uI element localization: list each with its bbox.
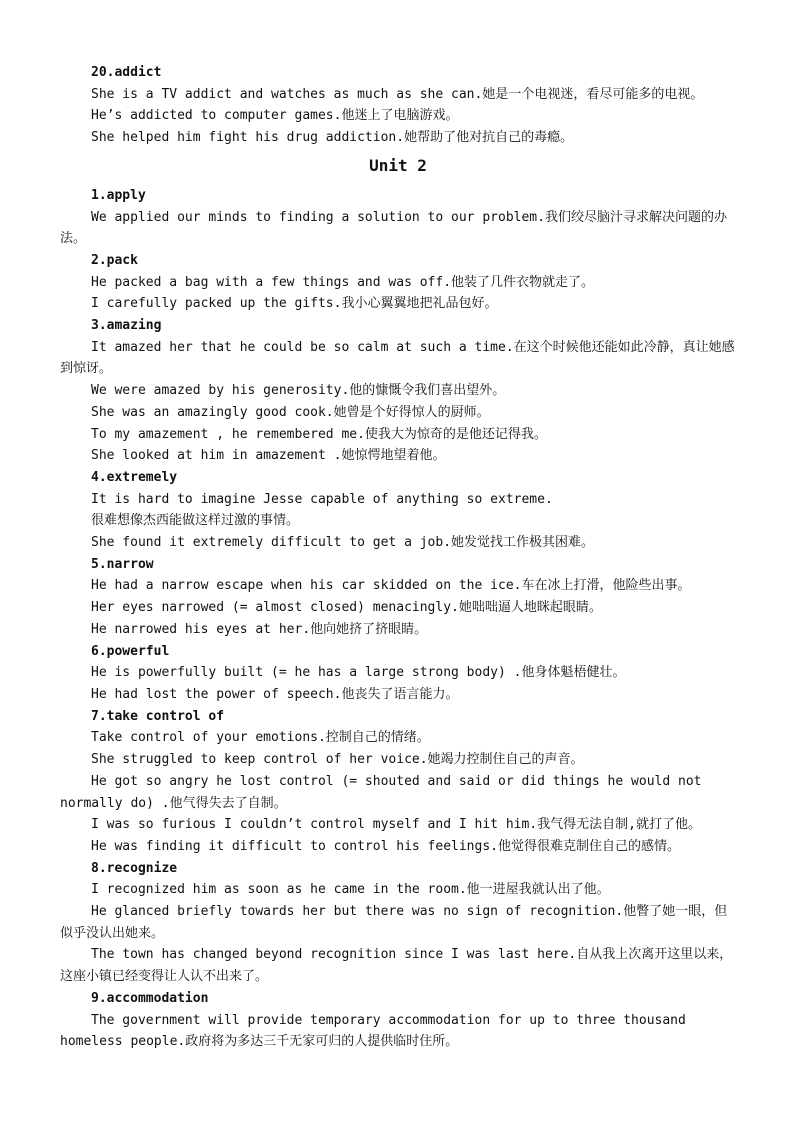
document-page [60, 62, 736, 1053]
section-narrow [60, 554, 736, 641]
example-sentence: He had a narrow escape when his car skidded on the ice.车在冰上打滑，他险些出事。 [91, 578, 691, 594]
example-sentence: To my amazement , he remembered me.使我大为惊奇的是他还记得我。 [91, 426, 547, 442]
example-paragraph: The government will provide temporary accommodation for up to three thousand homeless people.政府将为多达三千无家可归的人提供临时住所。 [60, 1012, 686, 1050]
example-sentence: Take control of your emotions.控制自己的情绪。 [91, 730, 430, 746]
example-sentence: I carefully packed up the gifts.我小心翼翼地把礼品包好。 [91, 296, 498, 312]
example-sentence: She struggled to keep control of her voice.她竭力控制住自己的声音。 [91, 752, 584, 768]
example-sentence: He was finding it difficult to control his feelings.他觉得很难克制住自己的感情。 [91, 838, 680, 854]
section-extremely [60, 467, 736, 554]
example-sentence: She was an amazingly good cook.她曾是个好得惊人的厨师。 [91, 404, 490, 420]
entry-heading: 1.apply [91, 187, 146, 203]
example-paragraph: He got so angry he lost control (= shouted and said or did things he would not normally do) .他气得失去了自制。 [60, 773, 702, 811]
example-sentence: 很难想像杰西能做这样过激的事情。 [91, 513, 300, 529]
section-apply [60, 185, 736, 250]
example-sentence: She looked at him in amazement .她惊愕地望着他。 [91, 448, 446, 464]
section-take-control-of [60, 706, 736, 858]
example-sentence: She helped him fight his drug addiction.她帮助了他对抗自己的毒瘾。 [91, 130, 574, 146]
section-amazing [60, 315, 736, 467]
example-sentence: He packed a bag with a few things and was off.他装了几件衣物就走了。 [91, 274, 595, 290]
example-paragraph: The town has changed beyond recognition since I was last here.自从我上次离开这里以来，这座小镇已经变得让人认不出来了。 [60, 947, 733, 985]
entry-heading: 4.extremely [91, 469, 178, 485]
example-sentence: I recognized him as soon as he came in the room.他一进屋我就认出了他。 [91, 882, 610, 898]
example-sentence: She is a TV addict and watches as much as she can.她是一个电视迷，看尽可能多的电视。 [91, 86, 704, 102]
entry-heading: 8.recognize [91, 860, 178, 876]
example-sentence: He narrowed his eyes at her.他向她挤了挤眼睛。 [91, 621, 428, 637]
example-sentence: He had lost the power of speech.他丧失了语言能力。 [91, 686, 459, 702]
example-sentence: He’s addicted to computer games.他迷上了电脑游戏。 [91, 108, 459, 124]
example-sentence: It is hard to imagine Jesse capable of anything so extreme. [91, 491, 553, 507]
example-sentence: I was so furious I couldn’t control myself and I hit him.我气得无法自制,就打了他。 [91, 817, 701, 833]
section-addict [60, 62, 736, 149]
unit-title: Unit 2 [369, 155, 427, 175]
example-paragraph: It amazed her that he could be so calm at such a time.在这个时候他还能如此冷静，真让她感到惊讶。 [60, 339, 735, 377]
entry-heading: 6.powerful [91, 643, 170, 659]
section-pack [60, 250, 736, 315]
entry-heading: 2.pack [91, 252, 138, 268]
entry-heading: 9.accommodation [91, 990, 209, 1006]
section-powerful [60, 641, 736, 706]
entry-heading: 20.addict [91, 65, 162, 80]
example-sentence: She found it extremely difficult to get a job.她发觉找工作极其困难。 [91, 535, 595, 551]
example-paragraph: We applied our minds to finding a solution to our problem.我们绞尽脑汁寻求解决问题的办法。 [60, 209, 727, 247]
section-recognize [60, 858, 736, 988]
example-paragraph: He glanced briefly towards her but there was no sign of recognition.他瞥了她一眼，但似乎没认出她来。 [60, 904, 728, 941]
example-sentence: Her eyes narrowed (= almost closed) menacingly.她咄咄逼人地眯起眼睛。 [91, 600, 602, 616]
section-accommodation [60, 988, 736, 1053]
entry-heading: 7.take control of [91, 708, 225, 724]
entry-heading: 3.amazing [91, 318, 162, 334]
entry-heading: 5.narrow [91, 556, 154, 572]
example-sentence: We were amazed by his generosity.他的慷慨令我们喜出望外。 [91, 383, 506, 399]
example-sentence: He is powerfully built (= he has a large strong body) .他身体魁梧健壮。 [91, 665, 626, 681]
